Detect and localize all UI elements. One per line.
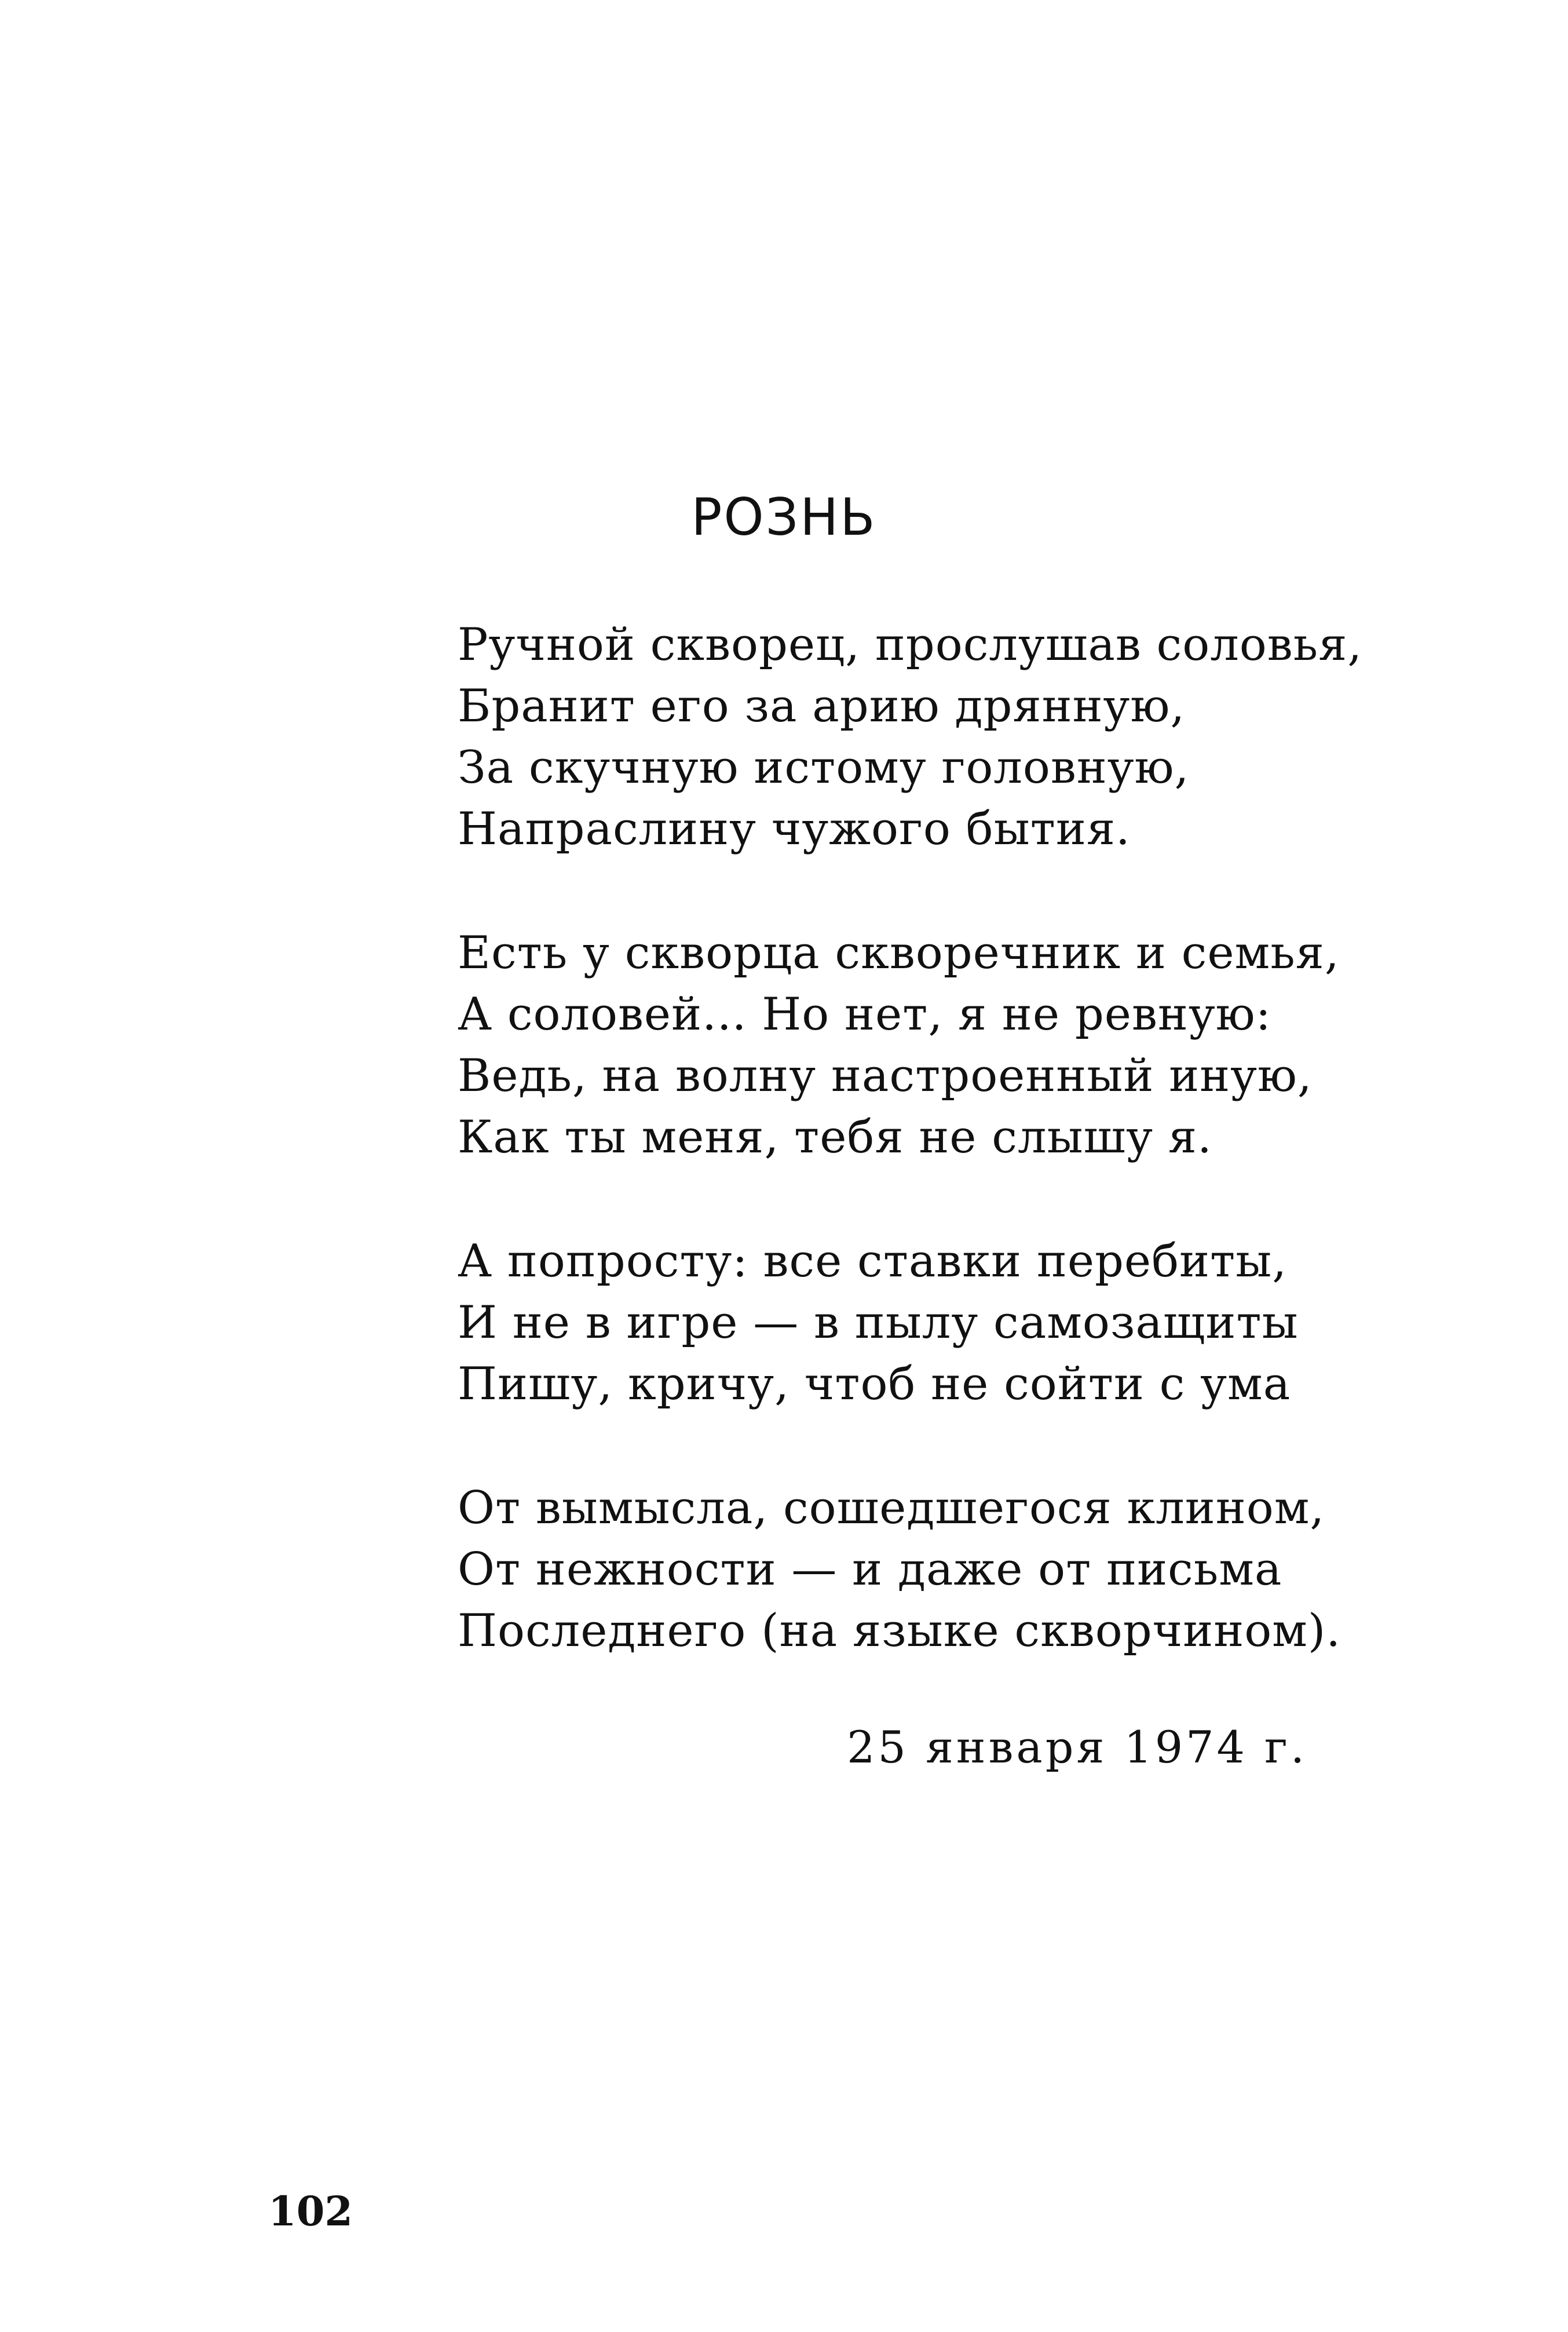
- poem-line: От нежности — и даже от письма: [458, 1543, 1282, 1596]
- poem-line: Ведь, на волну настроенный иную,: [458, 1050, 1313, 1102]
- poem-line: А попросту: все ставки перебиты,: [458, 1235, 1288, 1287]
- poem-body: [458, 614, 1363, 1662]
- poem-line: Последнего (на языке скворчином).: [458, 1605, 1342, 1657]
- poem-line: Как ты меня, тебя не слышу я.: [458, 1111, 1212, 1163]
- poem-title: РОЗНЬ: [691, 487, 877, 547]
- stanza-4: [458, 1477, 1342, 1662]
- page-number: 102: [268, 2187, 353, 2235]
- poem-line: Есть у скворца скворечник и семья,: [458, 927, 1340, 979]
- stanza-3: [458, 1231, 1326, 1415]
- stanza-1: [458, 614, 1363, 860]
- poem-line: Пишу, кричу, чтоб не сойти с ума: [458, 1358, 1291, 1410]
- poem-line: И не в игре — в пылу самозащиты: [458, 1297, 1299, 1349]
- poem-line: Ручной скворец, прослушав соловья,: [458, 619, 1363, 671]
- poem-line: За скучную истому головную,: [458, 742, 1190, 794]
- poem-date: 25 января 1974 г.: [847, 1721, 1307, 1773]
- poem-line: Бранит его за арию дрянную,: [458, 680, 1186, 732]
- poem-line: От вымысла, сошедшегося клином,: [458, 1482, 1325, 1534]
- poem-line: Напраслину чужого бытия.: [458, 803, 1131, 855]
- poem-line: А соловей... Но нет, я не ревную:: [458, 988, 1271, 1041]
- stanza-2: [458, 922, 1340, 1168]
